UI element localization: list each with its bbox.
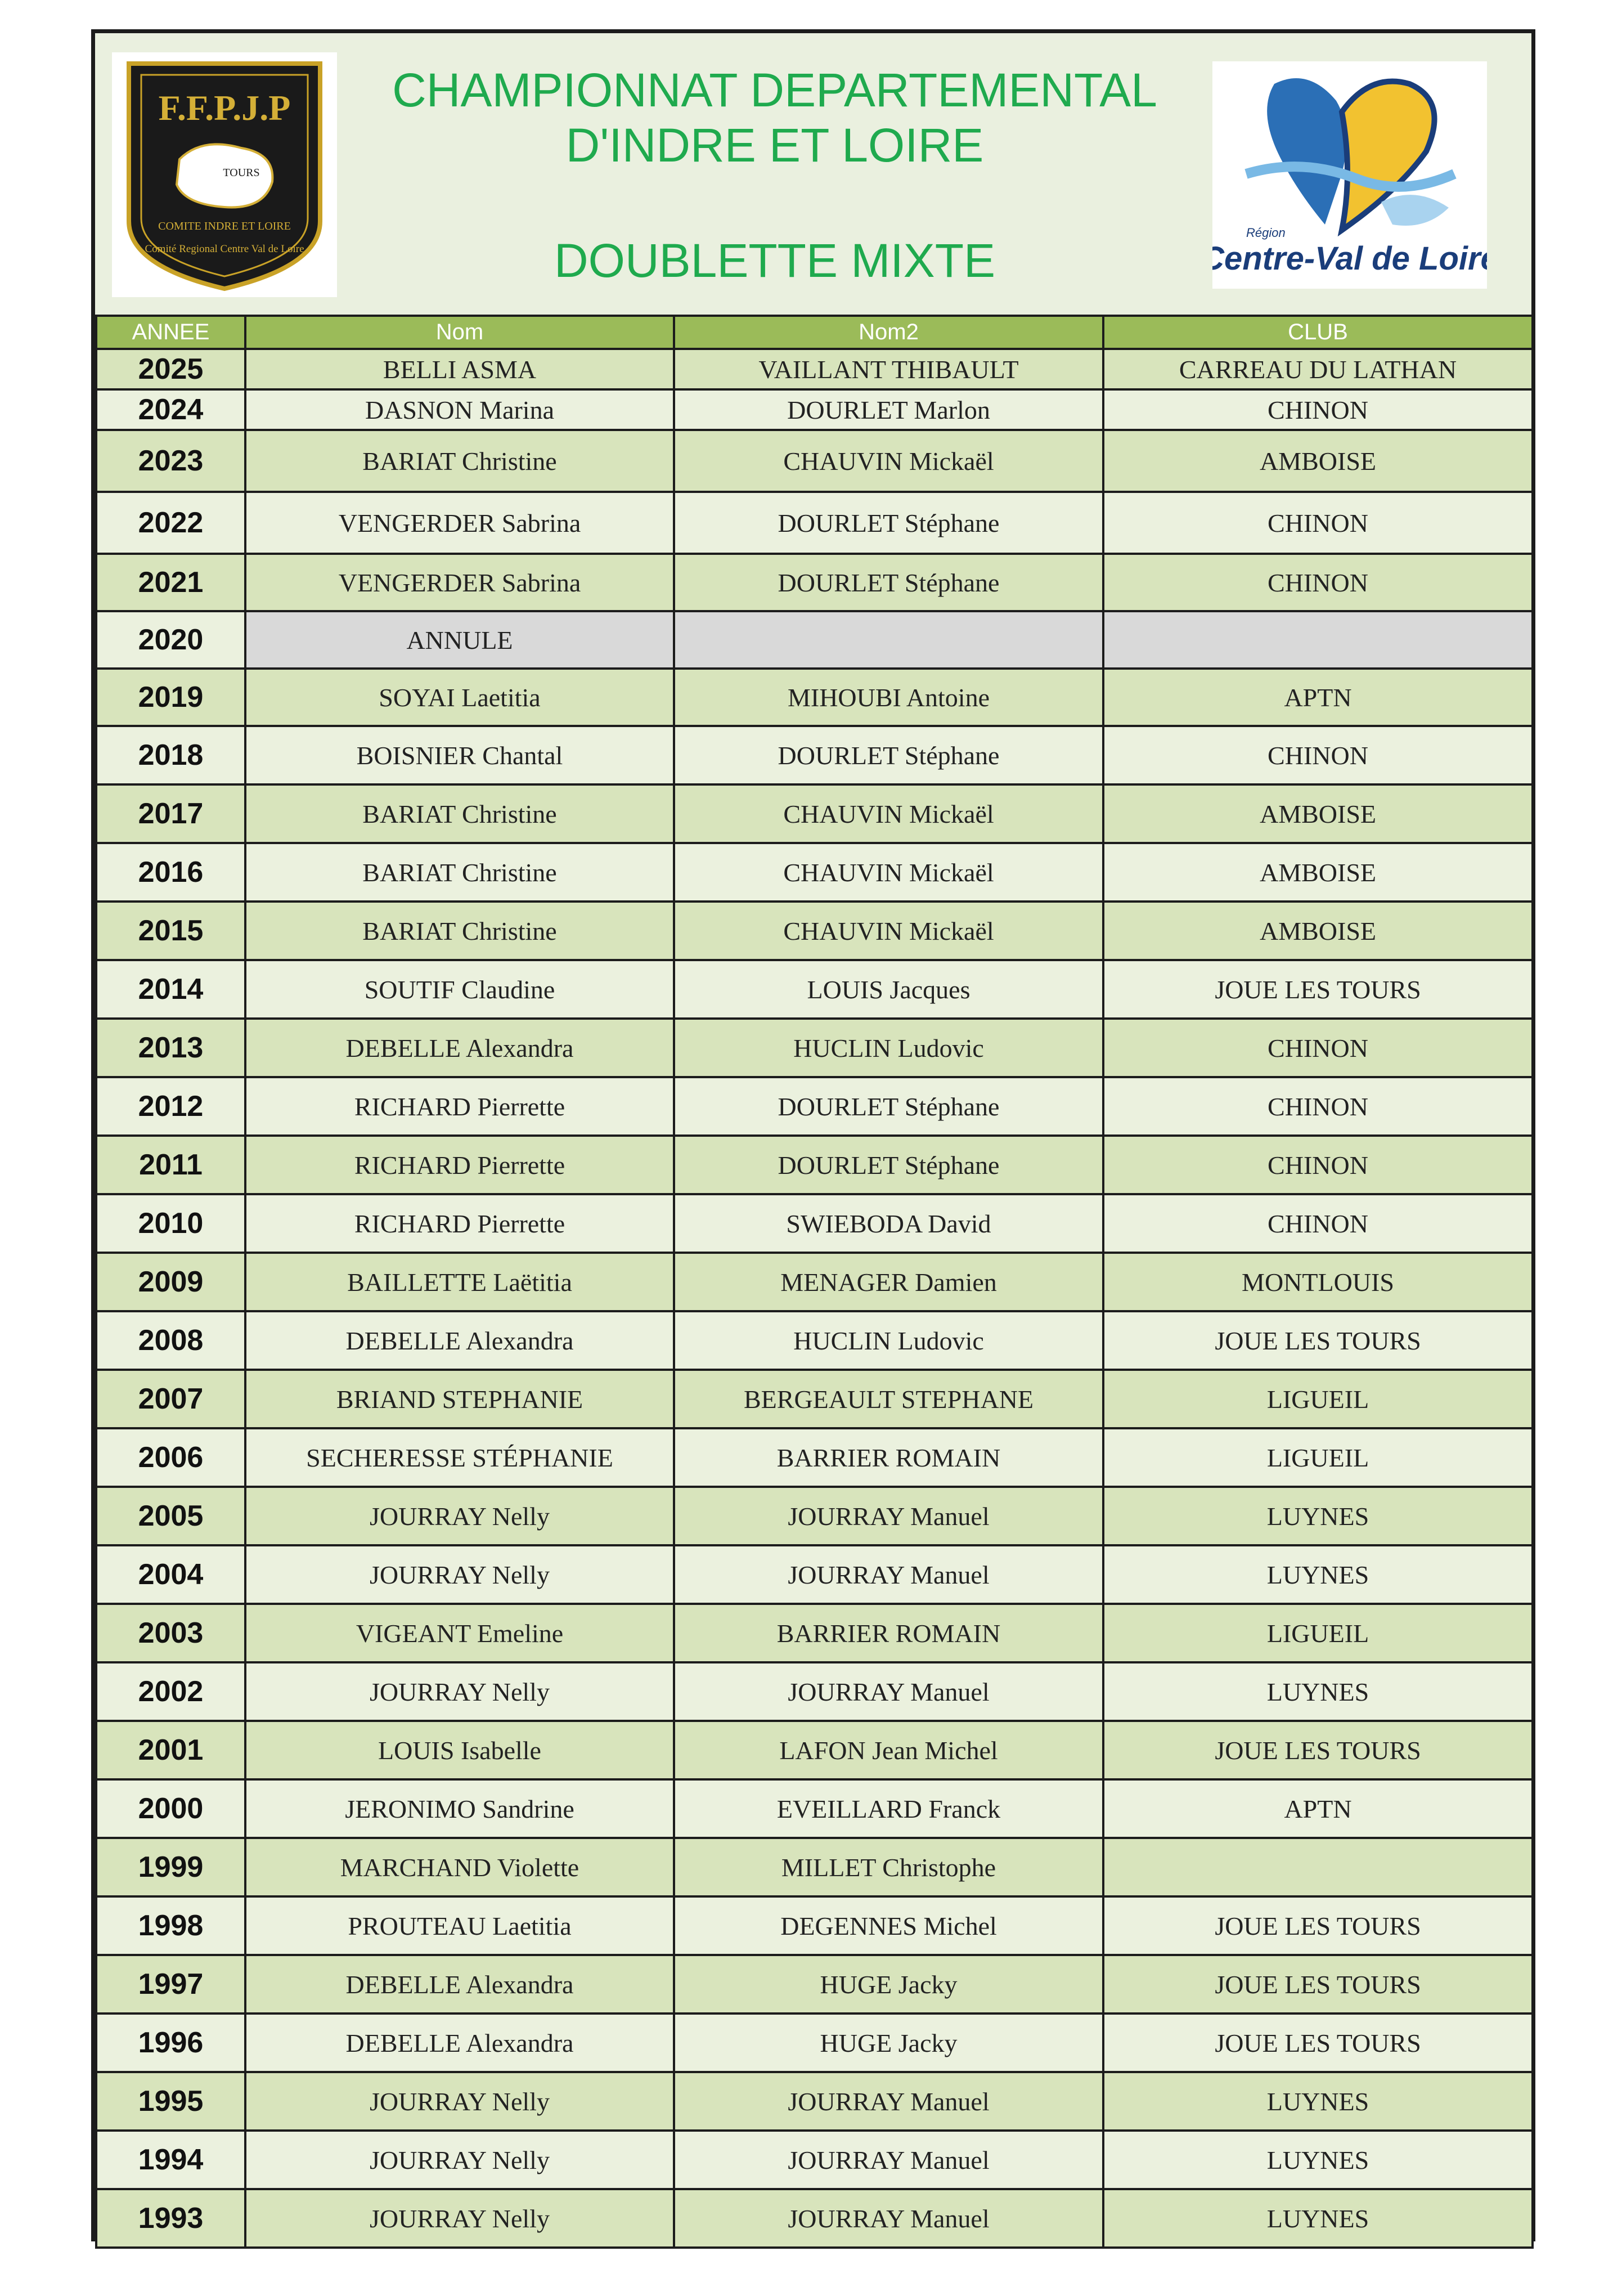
cell-nom: SOYAI Laetitia	[245, 669, 674, 726]
cell-nom2	[674, 611, 1103, 669]
cell-nom: PROUTEAU Laetitia	[245, 1896, 674, 1955]
cell-club: LIGUEIL	[1103, 1428, 1533, 1487]
cell-nom: DASNON Marina	[245, 389, 674, 430]
cell-year: 2001	[96, 1721, 245, 1779]
table-body	[96, 349, 1533, 2248]
cell-nom2: CHAUVIN Mickaël	[674, 784, 1103, 843]
table-row	[96, 492, 1533, 554]
cell-club: AMBOISE	[1103, 843, 1533, 902]
table-row	[96, 669, 1533, 726]
cell-year: 1996	[96, 2014, 245, 2072]
cell-year: 2009	[96, 1253, 245, 1311]
table-row	[96, 2131, 1533, 2189]
table-row	[96, 1662, 1533, 1721]
logo-right-small: Région	[1246, 226, 1286, 240]
cell-nom: RICHARD Pierrette	[245, 1136, 674, 1194]
cell-nom: JOURRAY Nelly	[245, 2189, 674, 2248]
document-header	[95, 33, 1531, 315]
cell-club: CHINON	[1103, 554, 1533, 611]
cell-nom2: BERGEAULT STEPHANE	[674, 1370, 1103, 1428]
cell-nom2: CHAUVIN Mickaël	[674, 430, 1103, 492]
table-row	[96, 1487, 1533, 1545]
cell-year: 2008	[96, 1311, 245, 1370]
table-row	[96, 902, 1533, 960]
cell-club: LUYNES	[1103, 2189, 1533, 2248]
cell-club: APTN	[1103, 669, 1533, 726]
cell-year: 2003	[96, 1604, 245, 1662]
cell-nom2: HUCLIN Ludovic	[674, 1019, 1103, 1077]
cell-year: 2019	[96, 669, 245, 726]
cell-year: 2016	[96, 843, 245, 902]
logo-left-initials: F.F.P.J.P	[158, 88, 291, 128]
cell-year: 2000	[96, 1779, 245, 1838]
table-row	[96, 1019, 1533, 1077]
cell-year: 2010	[96, 1194, 245, 1253]
cell-nom2: VAILLANT THIBAULT	[674, 349, 1103, 389]
logo-left-footer: Comité Regional Centre Val de Loire	[145, 243, 304, 255]
column-header-club: CLUB	[1103, 316, 1533, 349]
table-row	[96, 1136, 1533, 1194]
logo-left-city: TOURS	[223, 167, 260, 179]
cell-nom2: CHAUVIN Mickaël	[674, 902, 1103, 960]
table-row	[96, 1838, 1533, 1896]
cell-nom2: LOUIS Jacques	[674, 960, 1103, 1019]
cell-club: CHINON	[1103, 1194, 1533, 1253]
cell-year: 2013	[96, 1019, 245, 1077]
column-header-nom2: Nom2	[674, 316, 1103, 349]
cell-nom2: LAFON Jean Michel	[674, 1721, 1103, 1779]
cell-nom2: JOURRAY Manuel	[674, 1662, 1103, 1721]
cell-year: 2011	[96, 1136, 245, 1194]
cell-nom: VENGERDER Sabrina	[245, 492, 674, 554]
table-row	[96, 2072, 1533, 2131]
ffpjp-logo	[112, 52, 337, 297]
cell-club: JOUE LES TOURS	[1103, 2014, 1533, 2072]
cell-nom2: HUGE Jacky	[674, 1955, 1103, 2014]
cell-club: APTN	[1103, 1779, 1533, 1838]
cell-nom: RICHARD Pierrette	[245, 1077, 674, 1136]
cell-year: 2012	[96, 1077, 245, 1136]
table-row	[96, 1721, 1533, 1779]
cell-club: LUYNES	[1103, 1487, 1533, 1545]
cell-nom2: BARRIER ROMAIN	[674, 1604, 1103, 1662]
cell-year: 2007	[96, 1370, 245, 1428]
cell-club: MONTLOUIS	[1103, 1253, 1533, 1311]
cell-nom: LOUIS Isabelle	[245, 1721, 674, 1779]
table-row	[96, 1604, 1533, 1662]
cell-nom2: JOURRAY Manuel	[674, 2131, 1103, 2189]
ffpjp-shield-icon	[112, 52, 337, 297]
table-row	[96, 2189, 1533, 2248]
cell-nom: DEBELLE Alexandra	[245, 2014, 674, 2072]
cell-nom: VENGERDER Sabrina	[245, 554, 674, 611]
cell-club: CHINON	[1103, 1019, 1533, 1077]
table-row	[96, 349, 1533, 389]
cell-year: 1997	[96, 1955, 245, 2014]
table-row	[96, 2014, 1533, 2072]
cell-year: 2006	[96, 1428, 245, 1487]
cell-nom: VIGEANT Emeline	[245, 1604, 674, 1662]
cell-nom: JOURRAY Nelly	[245, 2072, 674, 2131]
cell-nom2: EVEILLARD Franck	[674, 1779, 1103, 1838]
cell-nom: JOURRAY Nelly	[245, 1545, 674, 1604]
title-line-2: D'INDRE ET LOIRE	[565, 119, 984, 172]
cell-year: 2021	[96, 554, 245, 611]
cell-year: 2005	[96, 1487, 245, 1545]
table-row	[96, 554, 1533, 611]
table-row	[96, 843, 1533, 902]
cell-nom: RICHARD Pierrette	[245, 1194, 674, 1253]
cell-nom2: DOURLET Stéphane	[674, 492, 1103, 554]
cell-nom2: BARRIER ROMAIN	[674, 1428, 1103, 1487]
cell-year: 2024	[96, 389, 245, 430]
cell-club: LUYNES	[1103, 1545, 1533, 1604]
cell-club: JOUE LES TOURS	[1103, 1311, 1533, 1370]
table-row	[96, 1370, 1533, 1428]
cell-nom: ANNULE	[245, 611, 674, 669]
cell-nom2: HUCLIN Ludovic	[674, 1311, 1103, 1370]
table-row	[96, 1311, 1533, 1370]
cell-year: 2023	[96, 430, 245, 492]
cell-club: LUYNES	[1103, 2131, 1533, 2189]
cell-year: 2014	[96, 960, 245, 1019]
table-row	[96, 611, 1533, 669]
cell-nom: JOURRAY Nelly	[245, 2131, 674, 2189]
cell-nom: BARIAT Christine	[245, 430, 674, 492]
cell-club	[1103, 1838, 1533, 1896]
cell-nom2: JOURRAY Manuel	[674, 1545, 1103, 1604]
page-title	[337, 62, 1212, 173]
cell-club: LIGUEIL	[1103, 1370, 1533, 1428]
cell-year: 2004	[96, 1545, 245, 1604]
cell-nom: MARCHAND Violette	[245, 1838, 674, 1896]
cell-nom2: DOURLET Stéphane	[674, 1077, 1103, 1136]
cell-club: JOUE LES TOURS	[1103, 1721, 1533, 1779]
cell-club: CHINON	[1103, 1136, 1533, 1194]
cell-club: JOUE LES TOURS	[1103, 1955, 1533, 2014]
cell-nom: JOURRAY Nelly	[245, 1662, 674, 1721]
cell-nom: SECHERESSE STÉPHANIE	[245, 1428, 674, 1487]
logo-right-name: Centre-Val de Loire	[1212, 240, 1487, 277]
cell-club: CHINON	[1103, 492, 1533, 554]
cell-club: CHINON	[1103, 1077, 1533, 1136]
cell-nom2: HUGE Jacky	[674, 2014, 1103, 2072]
cell-year: 1999	[96, 1838, 245, 1896]
table-row	[96, 389, 1533, 430]
table-row	[96, 960, 1533, 1019]
region-logo	[1212, 61, 1487, 289]
cell-club: AMBOISE	[1103, 430, 1533, 492]
cell-club: LUYNES	[1103, 2072, 1533, 2131]
cell-nom2: JOURRAY Manuel	[674, 2072, 1103, 2131]
cell-club: LUYNES	[1103, 1662, 1533, 1721]
cell-nom2: DOURLET Stéphane	[674, 726, 1103, 784]
cell-nom2: CHAUVIN Mickaël	[674, 843, 1103, 902]
table-row	[96, 1253, 1533, 1311]
cell-club: JOUE LES TOURS	[1103, 1896, 1533, 1955]
cell-nom: BAILLETTE Laëtitia	[245, 1253, 674, 1311]
cell-nom2: MIHOUBI Antoine	[674, 669, 1103, 726]
cell-nom: JOURRAY Nelly	[245, 1487, 674, 1545]
cell-year: 2017	[96, 784, 245, 843]
cell-nom: BRIAND STEPHANIE	[245, 1370, 674, 1428]
cell-club: JOUE LES TOURS	[1103, 960, 1533, 1019]
region-heart-icon	[1212, 61, 1487, 289]
table-row	[96, 784, 1533, 843]
cell-nom: DEBELLE Alexandra	[245, 1955, 674, 2014]
cell-nom2: MILLET Christophe	[674, 1838, 1103, 1896]
cell-nom: BELLI ASMA	[245, 349, 674, 389]
cell-year: 2022	[96, 492, 245, 554]
column-header-nom: Nom	[245, 316, 674, 349]
results-sheet	[91, 29, 1535, 2241]
cell-nom2: SWIEBODA David	[674, 1194, 1103, 1253]
table-row	[96, 1545, 1533, 1604]
cell-nom2: JOURRAY Manuel	[674, 2189, 1103, 2248]
table-row	[96, 1779, 1533, 1838]
cell-nom: SOUTIF Claudine	[245, 960, 674, 1019]
cell-year: 2018	[96, 726, 245, 784]
cell-club: AMBOISE	[1103, 784, 1533, 843]
cell-nom2: MENAGER Damien	[674, 1253, 1103, 1311]
cell-nom2: DOURLET Stéphane	[674, 554, 1103, 611]
cell-year: 1995	[96, 2072, 245, 2131]
cell-nom: BOISNIER Chantal	[245, 726, 674, 784]
cell-nom2: JOURRAY Manuel	[674, 1487, 1103, 1545]
cell-club: LIGUEIL	[1103, 1604, 1533, 1662]
table-row	[96, 430, 1533, 492]
cell-year: 1998	[96, 1896, 245, 1955]
cell-year: 2025	[96, 349, 245, 389]
column-header-annee: ANNEE	[96, 316, 245, 349]
table-row	[96, 1077, 1533, 1136]
table-row	[96, 726, 1533, 784]
cell-nom: DEBELLE Alexandra	[245, 1311, 674, 1370]
cell-nom: BARIAT Christine	[245, 902, 674, 960]
cell-club: CARREAU DU LATHAN	[1103, 349, 1533, 389]
table-header-row	[96, 316, 1533, 349]
table-row	[96, 1955, 1533, 2014]
table-row	[96, 1194, 1533, 1253]
results-table	[95, 315, 1534, 2249]
cell-club: AMBOISE	[1103, 902, 1533, 960]
cell-nom2: DOURLET Marlon	[674, 389, 1103, 430]
cell-year: 2002	[96, 1662, 245, 1721]
cell-club: CHINON	[1103, 389, 1533, 430]
title-line-1: CHAMPIONNAT DEPARTEMENTAL	[392, 64, 1157, 116]
cell-nom2: DOURLET Stéphane	[674, 1136, 1103, 1194]
cell-year: 1994	[96, 2131, 245, 2189]
cell-nom: BARIAT Christine	[245, 784, 674, 843]
cell-club	[1103, 611, 1533, 669]
cell-year: 2020	[96, 611, 245, 669]
cell-nom2: DEGENNES Michel	[674, 1896, 1103, 1955]
logo-left-ring: COMITE INDRE ET LOIRE	[158, 220, 291, 232]
page-subtitle: DOUBLETTE MIXTE	[554, 234, 996, 287]
cell-year: 1993	[96, 2189, 245, 2248]
cell-nom: JERONIMO Sandrine	[245, 1779, 674, 1838]
table-row	[96, 1428, 1533, 1487]
cell-year: 2015	[96, 902, 245, 960]
cell-nom: DEBELLE Alexandra	[245, 1019, 674, 1077]
table-row	[96, 1896, 1533, 1955]
cell-nom: BARIAT Christine	[245, 843, 674, 902]
cell-club: CHINON	[1103, 726, 1533, 784]
